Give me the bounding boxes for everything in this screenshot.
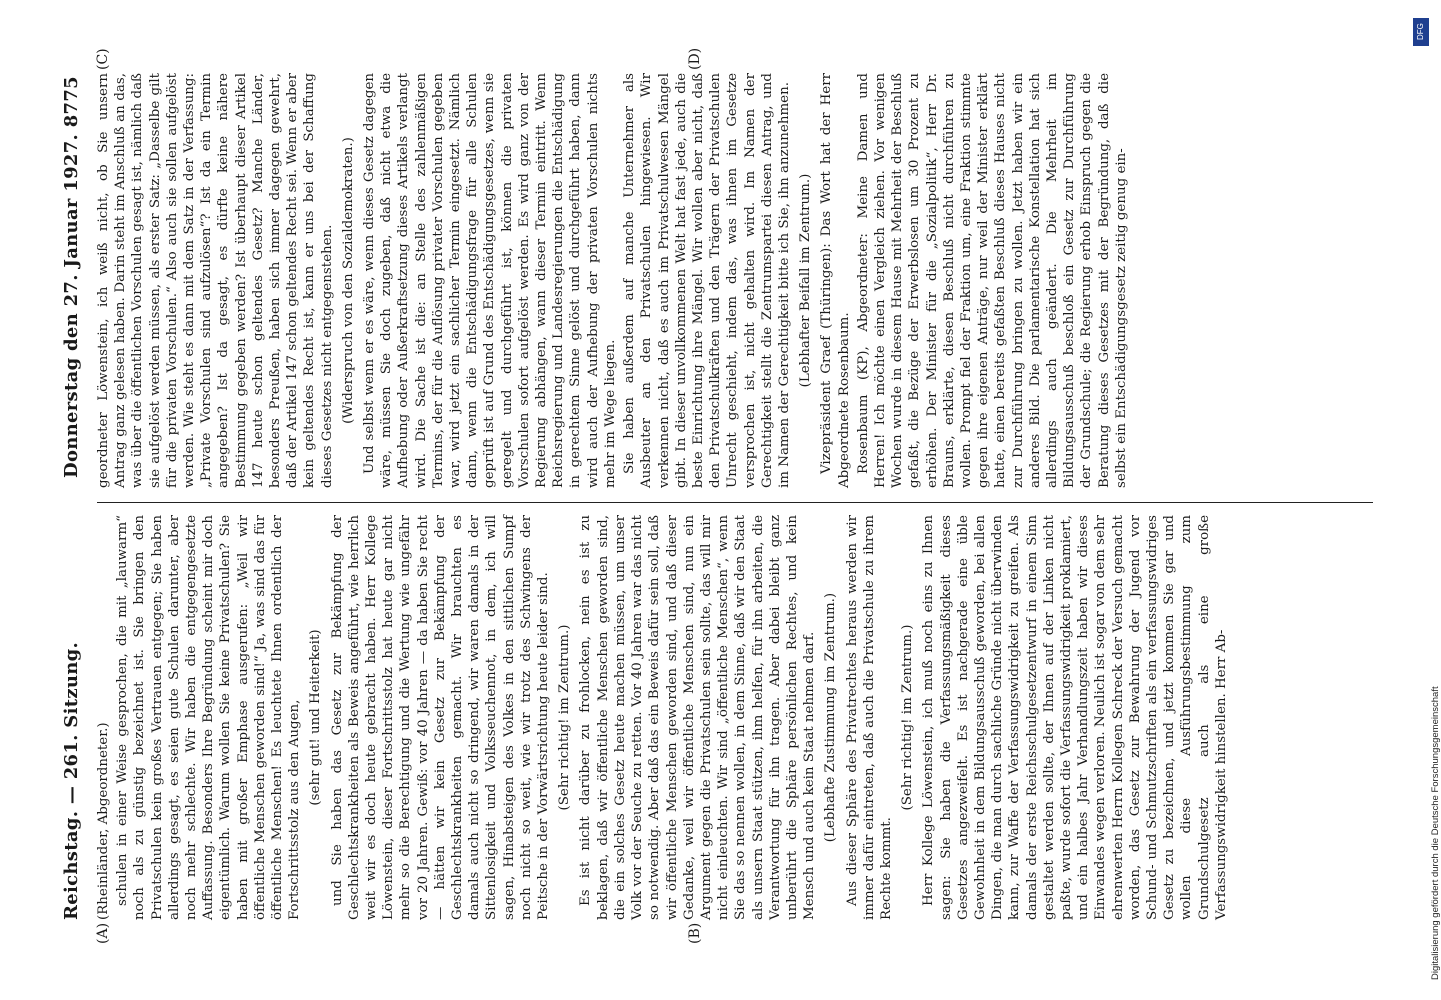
paragraph: und Sie haben das Gesetz zur Bekämpfung der Geschlechtskrankheiten als Beweis angeführt, wie herrlich weit wir es doch heute gebracht haben. Herr Kollege Löwenstein, dieser Fortschrittsstolz hat heute gar nicht mehr so die Berechtigung und die Wertung wie ungefähr vor 20 Jahren. Gewiß: vor 40 Jahren — da haben Sie recht — hätten wir kein Gesetz zur Bekämpfung der Geschlechtskrankheiten gemacht. Wir brauchten es damals auch nicht so dringend, wir waren damals in der Sittenlosigkeit und Volksseuchennot, in dem, ich will sagen, Hinabsteigen des Volkes in den sittlichen Sumpf noch nicht so weit, wie wir trotz des Schwingens der Peitsche in der Vorwärtsrichtung heute leider sind. xyxy=(329,515,552,920)
margin-marker-b: (B) xyxy=(687,922,703,944)
paragraph: Vizepräsident Graef (Thüringen): Das Wort hat der Herr Abgeordnete Rosenbaum. xyxy=(819,73,852,488)
paragraph: Es ist nicht darüber zu frohlocken, nein es ist zu beklagen, daß wir öffentliche Menschen geworden sind, die ein solches Gesetz heute machen müssen, um unser Volk vor der Seuche zu retten. Vor 40 Jahren war das nicht so notwendig. Aber daß das ein Beweis dafür sein soll, daß wir öffentliche Menschen geworden sind, und daß dieser Gedanke, weil wir öffentliche Menschen sind, nun ein Argument gegen die Privatschulen sein sollte, das will mir nicht einleuchten. Wir sind „öffentliche Menschen“, wenn Sie das so nennen wollen, in dem Sinne, daß wir den Staat als unsern Staat stützen, ihm helfen, für ihn arbeiten, die Verantwortung für ihn tragen. Aber dabei bleibt ganz unberührt die Sphäre persönlichen Rechtes, und kein Mensch und auch kein Staat nehmen darf. xyxy=(578,515,818,920)
interjection: (Sehr richtig! im Zentrum.) xyxy=(900,624,916,811)
paragraph: geordneter Löwenstein, ich weiß nicht, ob Sie unsern Antrag ganz gelesen haben. Darin steht im Anschluß an das, was über die öffentlichen Vorschulen gesagt ist, nämlich daß sie aufgelöst werden müssen, als erster Satz: „Dasselbe gilt für die privaten Vorschulen.“ Also auch sie sollen aufgelöst werden. Wie steht es dann mit dem Satz in der Verfassung: „Private Vorschulen sind aufzulösen“? Ist da ein Termin angegeben? Ist da gesagt, es dürfte keine nähere Bestimmung gegeben werden? Ist überhaupt dieser Artikel 147 heute schon geltendes Gesetz? Manche Länder, besonders Preußen, haben sich immer dagegen gewehrt, daß der Artikel 147 schon geltendes Recht sei. Wenn er aber kein geltendes Recht ist, kann er uns bei der Schaffung dieses Gesetzes nicht entgegenstehen. xyxy=(96,73,335,488)
margin-marker-a: (A) xyxy=(95,922,111,944)
header-right: Donnerstag den 27. Januar 1927. 8775 xyxy=(61,76,82,478)
column-divider xyxy=(97,502,1373,503)
paragraph: Und selbst wenn er es wäre, wenn dieses Gesetz dagegen wäre, müssen Sie doch zugeben, daß nicht etwa die Aufhebung oder Außerkraftsetzung dieses Artikels verlangt wird. Die Sache ist die: an Stelle des zahlenmäßigen Termins, der für die Auflösung privater Vorschulen gegeben war, wird jetzt ein sachlicher Termin eingesetzt. Nämlich dann, wenn die Entschädigungsfrage für alle Schulen geprüft ist auf Grund des Entschädigungsgesetzes, wenn sie geregelt und durchgeführt ist, können die privaten Vorschulen sofort aufgelöst werden. Es wird ganz von der Regierung abhängen, wann dieser Termin eintritt. Wenn Reichsregierung und Landesregierungen die Entschädigung in gerechtem Sinne gelöst und durchgeführt haben, dann wird auch der Aufhebung der privaten Vorschulen nichts mehr im Wege liegen. xyxy=(362,73,618,488)
paragraph: Aus dieser Sphäre des Privatrechtes heraus werden wir immer dafür eintreten, daß auch die Privatschule zu ihrem Rechte kommt. xyxy=(844,515,894,920)
speaker-tag: (Rheinländer, Abgeordneter.) xyxy=(96,722,111,920)
margin-marker-c: (C) xyxy=(95,48,111,70)
interjection: (Sehr richtig! im Zentrum.) xyxy=(557,624,573,811)
right-column xyxy=(95,73,1377,488)
interjection: (Widerspruch von den Sozialdemokraten.) xyxy=(340,137,356,424)
dfg-logo: DFG xyxy=(1413,18,1429,46)
credit-text: Digitalisierung gefördert durch die Deutsche Forschungsgemeinschaft xyxy=(1430,686,1441,980)
paragraph: schulen in einer Weise gesprochen, die mit „lauwarm“ noch als zu günstig bezeichnet ist. Sie bringen den Privatschulen kein großes Vertrauen entgegen; Sie haben allerdings gesagt, es seien gute Schulen darunter, aber noch mehr schlechte. Wir haben die entgegengesetzte Auffassung. Besonders Ihre Begründung scheint mir doch eigentümlich. Warum wollen Sie keine Privatschulen? Sie haben mit großer Emphase ausgerufen: „Weil wir öffentliche Menschen geworden sind!“ Ja, was sind das für öffentliche Menschen! Es leuchtete Ihnen ordentlich der Fortschrittsstolz aus den Augen, xyxy=(115,515,303,920)
paragraph: Rosenbaum (KP), Abgeordneter: Meine Damen und Herren! Ich möchte einen Vergleich ziehen. Vor wenigen Wochen wurde in diesem Hause mit Mehrheit der Beschluß gefaßt, die Bezüge der Erwerbslosen um 30 Prozent zu erhöhen. Der Minister für die „Sozialpolitik“, Herr Dr. Brauns, erklärte, diesen Beschluß nicht durchführen zu wollen. Prompt fiel der Fraktion um, eine Fraktion stimmte gegen ihre eigenen Anträge, nur weil der Minister erklärt hatte, einen bereits gefaßten Beschluß dieses Hauses nicht zur Durchführung bringen zu wollen. Jetzt haben wir ein anderes Bild. Die parlamentarische Konstellation hat sich allerdings auch geändert. Die Mehrheit im Bildungsausschuß beschloß ein Gesetz zur Durchführung der Grundschule; die Regierung erhob Einspruch gegen die Beratung dieses Gesetzes mit der Begründung, daß die selbst ein Entschädigungsgesetz zeitig genug ein- xyxy=(855,73,1129,488)
interjection: (sehr gut! und Heiterkeit) xyxy=(308,629,324,806)
margin-marker-d: (D) xyxy=(687,47,703,70)
interjection: (Lebhafte Zustimmung im Zentrum.) xyxy=(823,592,839,843)
digitization-credit xyxy=(1408,10,1441,990)
interjection: (Lebhafter Beifall im Zentrum.) xyxy=(798,173,814,388)
paragraph: Herr Kollege Löwenstein, ich muß noch eins zu Ihnen sagen: Sie haben die Verfassungsmäßigkeit dieses Gesetzes angezweifelt. Es ist nachgerade eine üble Gewohnheit in dem Bildungsausschuß geworden, bei allen Dingen, die man durch sachliche Gründe nicht überwinden kann, zur Waffe der Verfassungswidrigkeit zu greifen. Als damals der erste Reichsschulgesetzentwurf in einem Sinn gestaltet werden sollte, der Ihnen auf der Linken nicht paßte, wurde sofort die Verfassungswidrigkeit proklamiert, und ein halbes Jahr Verhandlungszeit haben wir dieses Einwandes wegen verloren. Neulich ist sogar von dem sehr ehrenwerten Herrn Kollegen Schreck der Versuch gemacht worden, das Gesetz zur Bewahrung der Jugend vor Schund- und Schmutzschriften als ein verfassungswidriges Gesetz zu bezeichnen, und jetzt kommen Sie gar und wollen diese Ausführungsbestimmung zum Grundschulgesetz auch als eine große Verfassungswidrigkeit hinstellen. Herr Ab- xyxy=(921,515,1229,920)
paragraph: Sie haben außerdem auf manche Unternehmer als Ausbeuter an den Privatschulen hingewiesen. Wir verkennen nicht, daß es auch im Privatschulwesen Mängel gibt. In dieser unvollkommenen Welt hat fast jede, auch die beste Einrichtung ihre Mängel. Wir wollen aber nicht, daß den Privatschulkräften und den Trägern der Privatschulen Unrecht geschieht, indem das, was ihnen im Gesetze versprochen ist, nicht gehalten wird. Im Namen der Gerechtigkeit stellt die Zentrumspartei diesen Antrag, und im Namen der Gerechtigkeit bitte ich Sie, ihn anzunehmen. xyxy=(622,73,792,488)
left-column xyxy=(95,515,1377,920)
header-left: Reichstag. — 261. Sitzung. xyxy=(61,641,82,920)
running-header xyxy=(47,50,91,950)
document-page xyxy=(47,47,1387,950)
